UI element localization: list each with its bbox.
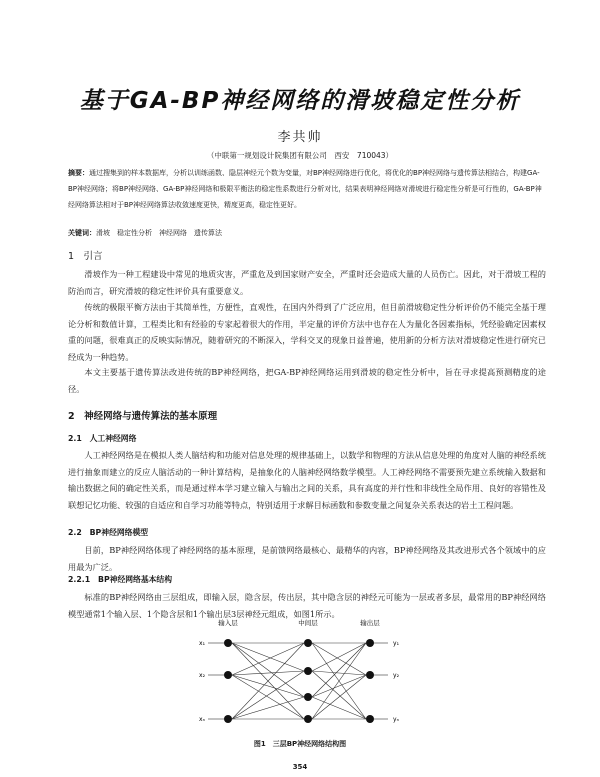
paper-title: 基于GA-BP神经网络的滑坡稳定性分析 [79,88,521,114]
output-node [366,639,374,647]
subsubsection-heading-bp-structure: 2.2.1 BP神经网络基本结构 [68,575,173,584]
input-label-x1: x₁ [199,640,205,647]
subsection-heading-ann: 2.1 人工神经网络 [68,434,137,443]
section-heading-principles: 2 神经网络与遗传算法的基本原理 [68,411,218,422]
paragraph-ann: 人工神经网络是在模拟人类人脑结构和功能对信息处理的规律基础上，以数学和物理的方法从信息处理的角度对人脑的神经系统进行抽象而建立的反应人脑活动的一种计算结构，是抽象化的人脑神经网络数学模型。人工神经网络不需要预先建立系统输入数据和输出数据之间的确定性关系，而是通过样本学习建立输入与输出之间的关系，具有高度的并行性和非线性全局作用、良好的容错性及联想记忆功能、较强的自适应和自学习功能等特点，特别适用于求解目标函数和参数变量之间复杂关系表达的岩土工程问题。 [68,450,546,510]
hidden-node [304,639,312,647]
connections [208,643,388,719]
bp-network-figure [180,615,420,735]
output-layer-label: 输出层 [360,619,380,627]
affiliation: （中联第一规划设计院集团有限公司 西安 710043） [206,151,394,160]
author-name: 李共帅 [277,130,323,145]
input-node [224,671,232,679]
paragraph-bp-structure: 标准的BP神经网络由三层组成，即输入层，隐含层，传出层，其中隐含层的神经元可能为一层或者多层，最常用的BP神经网络模型通常1个输入层、1个隐含层和1个输出层3层神经元组成，如图1所示。 [68,592,546,619]
input-node [224,715,232,723]
section-heading-intro: 1 引言 [68,251,103,262]
input-label-xn: xₙ [199,716,205,723]
abstract-text: 通过搜集到的样本数据库，分析以训练函数、隐层神经元个数为变量，对BP神经网络进行优化，将优化的BP神经网络与遗传算法相结合，构建GA-BP神经网络；将BP神经网络、GA-BP神经网络和极限平衡法的稳定性系数进行分析对比，结果表明神经网络对滑坡进行稳定性分析是可行性的，GA-BP神经网络算法相对于BP神经网络算法收敛速度更快，精度更高，稳定性更好。 [68,169,542,209]
hidden-layer-label: 中间层 [298,619,318,627]
abstract-label: 摘要： [68,169,89,177]
subsection-heading-bp-model: 2.2 BP神经网络模型 [68,528,149,537]
hidden-node [304,667,312,675]
page-number: 354 [292,763,308,771]
output-label-y1: y₁ [393,640,399,647]
input-label-x2: x₂ [199,672,205,679]
keywords [68,228,546,238]
hidden-node [304,693,312,701]
paragraph-bp-model: 目前，BP神经网络体现了神经网络的基本原理，是前馈网络最核心、最精华的内容，BP神经网络及其改进形式各个领域中的应用最为广泛。 [68,545,546,572]
hidden-node [304,715,312,723]
input-node [224,639,232,647]
input-layer-label: 输入层 [218,619,238,627]
paragraph-intro-1: 滑坡作为一种工程建设中常见的地质灾害，严重危及到国家财产安全，严重时还会造成大量的人员伤亡。因此，对于滑坡工程的防治而言，研究滑坡的稳定性评价具有重要意义。 [68,269,546,296]
figure-caption: 图1 三层BP神经网络结构图 [253,740,347,748]
output-node [366,671,374,679]
keywords-label: 关键词： [68,229,96,237]
keywords-text: 滑坡 稳定性分析 神经网络 遗传算法 [96,229,222,237]
output-label-yn: yₙ [393,716,399,723]
paragraph-intro-3: 本文主要基于遗传算法改进传统的BP神经网络，把GA-BP神经网络运用到滑坡的稳定性分析中，旨在寻求提高预测精度的途径。 [68,367,546,394]
paragraph-intro-2: 传统的极限平衡方法由于其简单性，方便性，直观性，在国内外得到了广泛应用，但目前滑坡稳定性分析评价仍不能完全基于理论分析和数值计算，工程类比和有经验的专家起着很大的作用，半定量的评价方法中也存在人为量化各因素指标，凭经验确定因素权重的问题，很难真正的反映实际情况，随着研究的不断深入，学科交叉的现象日益普遍，使用新的分析方法对滑坡稳定性进行研究已经成为一种趋势。 [68,302,546,362]
abstract [68,165,546,213]
output-label-y2: y₂ [393,672,399,679]
output-node [366,715,374,723]
